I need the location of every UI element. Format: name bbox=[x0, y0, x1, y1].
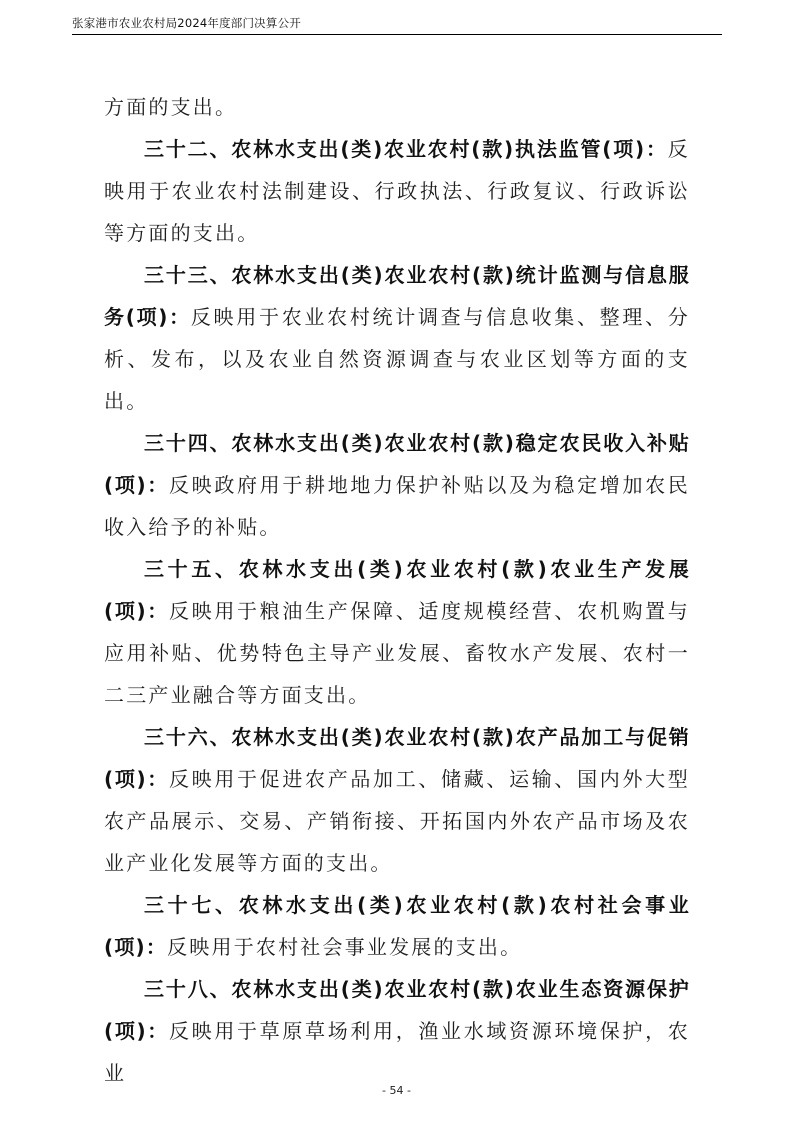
paragraph-36 bbox=[104, 716, 690, 884]
paragraph-35 bbox=[104, 548, 690, 716]
paragraph-heading: 三十二、农林水支出(类)农业农村(款)执法监管(项)： bbox=[144, 137, 668, 161]
paragraph-heading: 三十四、农林水支出(类)农业农村(款)稳定农民收入补贴(项)： bbox=[104, 431, 690, 497]
paragraph-text: 反映用于农业农村法制建设、行政执法、行政复议、行政诉讼等方面的支出。 bbox=[104, 137, 690, 245]
paragraph-heading: 三十三、农林水支出(类)农业农村(款)统计监测与信息服务(项)： bbox=[104, 263, 690, 329]
paragraph-text: 方面的支出。 bbox=[104, 95, 238, 119]
paragraph-heading: 三十六、农林水支出(类)农业农村(款)农产品加工与促销(项)： bbox=[104, 725, 690, 791]
page-number: - 54 - bbox=[382, 1084, 411, 1097]
paragraph-text: 反映用于粮油生产保障、适度规模经营、农机购置与应用补贴、优势特色主导产业发展、畜牧水产发展、农村一二三产业融合等方面支出。 bbox=[104, 599, 690, 707]
paragraph-text: 反映用于农村社会事业发展的支出。 bbox=[167, 935, 523, 959]
paragraph-38 bbox=[104, 968, 690, 1094]
paragraph-heading: 三十八、农林水支出(类)农业农村(款)农业生态资源保护(项)： bbox=[104, 977, 690, 1043]
paragraph-37 bbox=[104, 884, 690, 968]
paragraph-text: 反映政府用于耕地地力保护补贴以及为稳定增加农民收入给予的补贴。 bbox=[104, 473, 690, 539]
paragraph-text: 反映用于促进农产品加工、储藏、运输、国内外大型农产品展示、交易、产销衔接、开拓国内外农产品市场及农业产业化发展等方面的支出。 bbox=[104, 767, 690, 875]
paragraph-heading: 三十七、农林水支出(类)农业农村(款)农村社会事业(项)： bbox=[104, 893, 690, 959]
paragraph-text: 反映用于草原草场利用，渔业水域资源环境保护，农业 bbox=[104, 1019, 690, 1085]
page-header bbox=[72, 12, 722, 35]
paragraph-text: 反映用于农业农村统计调查与信息收集、整理、分析、发布，以及农业自然资源调查与农业区划等方面的支出。 bbox=[104, 305, 690, 413]
header-title: 张家港市农业农村局2024年度部门决算公开 bbox=[72, 16, 301, 30]
paragraph-32 bbox=[104, 128, 690, 254]
paragraph-heading: 三十五、农林水支出(类)农业农村(款)农业生产发展(项)： bbox=[104, 557, 690, 623]
paragraph-34 bbox=[104, 422, 690, 548]
document-body bbox=[104, 86, 690, 1094]
paragraph-33 bbox=[104, 254, 690, 422]
paragraph-continuation bbox=[104, 86, 690, 128]
